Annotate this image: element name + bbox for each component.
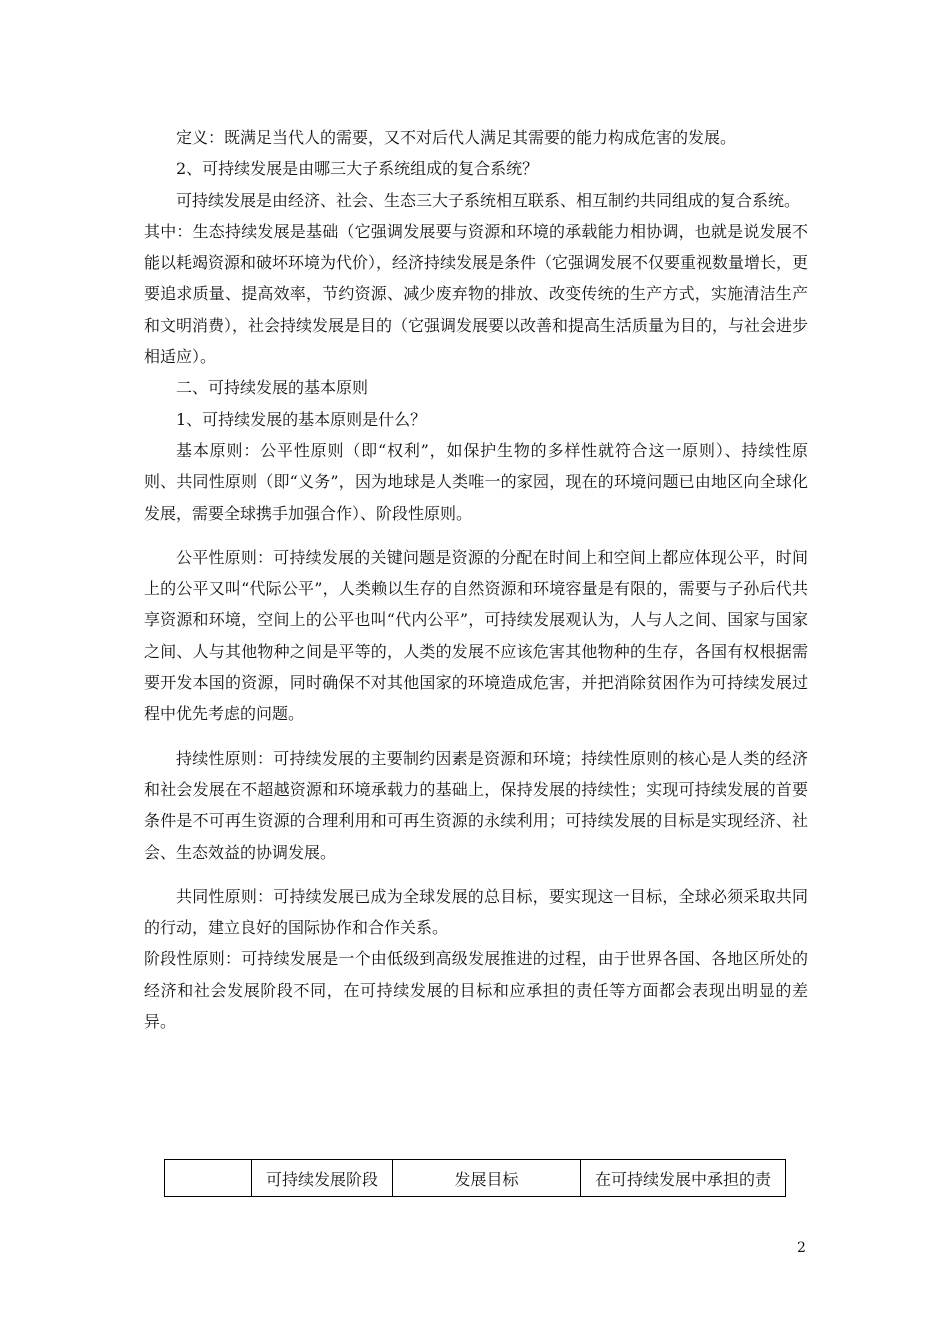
principles-question: 1、可持续发展的基本原则是什么？ (176, 409, 427, 429)
document-body (144, 122, 808, 1037)
table-header-cell: 可持续发展阶段 (252, 1160, 393, 1197)
definition-paragraph: 定义：既满足当代人的需要，又不对后代人满足其需要的能力构成危害的发展。 (176, 128, 737, 147)
stages-table (164, 1159, 786, 1197)
stage-principle-paragraph: 阶段性原则：可持续发展是一个由低级到高级发展推进的过程，由于世界各国、各地区所处的经济和社会发展阶段不同，在可持续发展的目标和应承担的责任等方面都会表现出明显的差异。 (144, 949, 808, 1032)
subsystem-detail-paragraph: 其中：生态持续发展是基础（它强调发展要与资源和环境的承载能力相协调，也就是说发展不能以耗竭资源和破坏环境为代价），经济持续发展是条件（它强调发展不仅要重视数量增长，更要追求质量、提高效率，节约资源、减少废弃物的排放、改变传统的生产方式，实施清洁生产和文明消费），社会持续发展是目的（它强调发展要以改善和提高生活质量为目的，与社会进步相适应）。 (144, 221, 809, 367)
table-header-cell: 发展目标 (393, 1160, 581, 1197)
table-header-row (165, 1160, 786, 1197)
subsystem-paragraph: 可持续发展是由经济、社会、生态三大子系统相互联系、相互制约共同组成的复合系统。 (176, 190, 801, 210)
section-heading: 二、可持续发展的基本原则 (176, 378, 369, 398)
question-heading: 2、可持续发展是由哪三大子系统组成的复合系统？ (176, 159, 539, 179)
sustainability-principle-paragraph: 持续性原则：可持续发展的主要制约因素是资源和环境；持续性原则的核心是人类的经济和社会发展在不超越资源和环境承载力的基础上，保持发展的持续性；实现可持续发展的首要条件是不可再生资源的合理利用和可再生资源的永续利用；可持续发展的目标是实现经济、社会、生态效益的协调发展。 (144, 748, 808, 862)
table-header-cell (165, 1160, 252, 1197)
commonality-principle-paragraph: 共同性原则：可持续发展已成为全球发展的总目标，要实现这一目标，全球必须采取共同的行动，建立良好的国际协作和合作关系。 (144, 886, 808, 938)
table-header-cell: 在可持续发展中承担的责 (581, 1160, 786, 1197)
page-number: 2 (797, 1240, 806, 1256)
basic-principles-paragraph: 基本原则：公平性原则（即“权利”，如保护生物的多样性就符合这一原则）、持续性原则、共同性原则（即“义务”，因为地球是人类唯一的家园，现在的环境问题已由地区向全球化发展，需要全球携手加强合作）、阶段性原则。 (144, 440, 808, 523)
fairness-principle-paragraph: 公平性原则：可持续发展的关键问题是资源的分配在时间上和空间上都应体现公平，时间上的公平又叫“代际公平”，人类赖以生存的自然资源和环境容量是有限的，需要与子孙后代共享资源和环境，空间上的公平也叫“代内公平”，可持续发展观认为，人与人之间、国家与国家之间、人与其他物种之间是平等的，人类的发展不应该危害其他物种的生存，各国有权根据需要开发本国的资源，同时确保不对其他国家的环境造成危害，并把消除贫困作为可持续发展过程中优先考虑的问题。 (144, 547, 808, 724)
